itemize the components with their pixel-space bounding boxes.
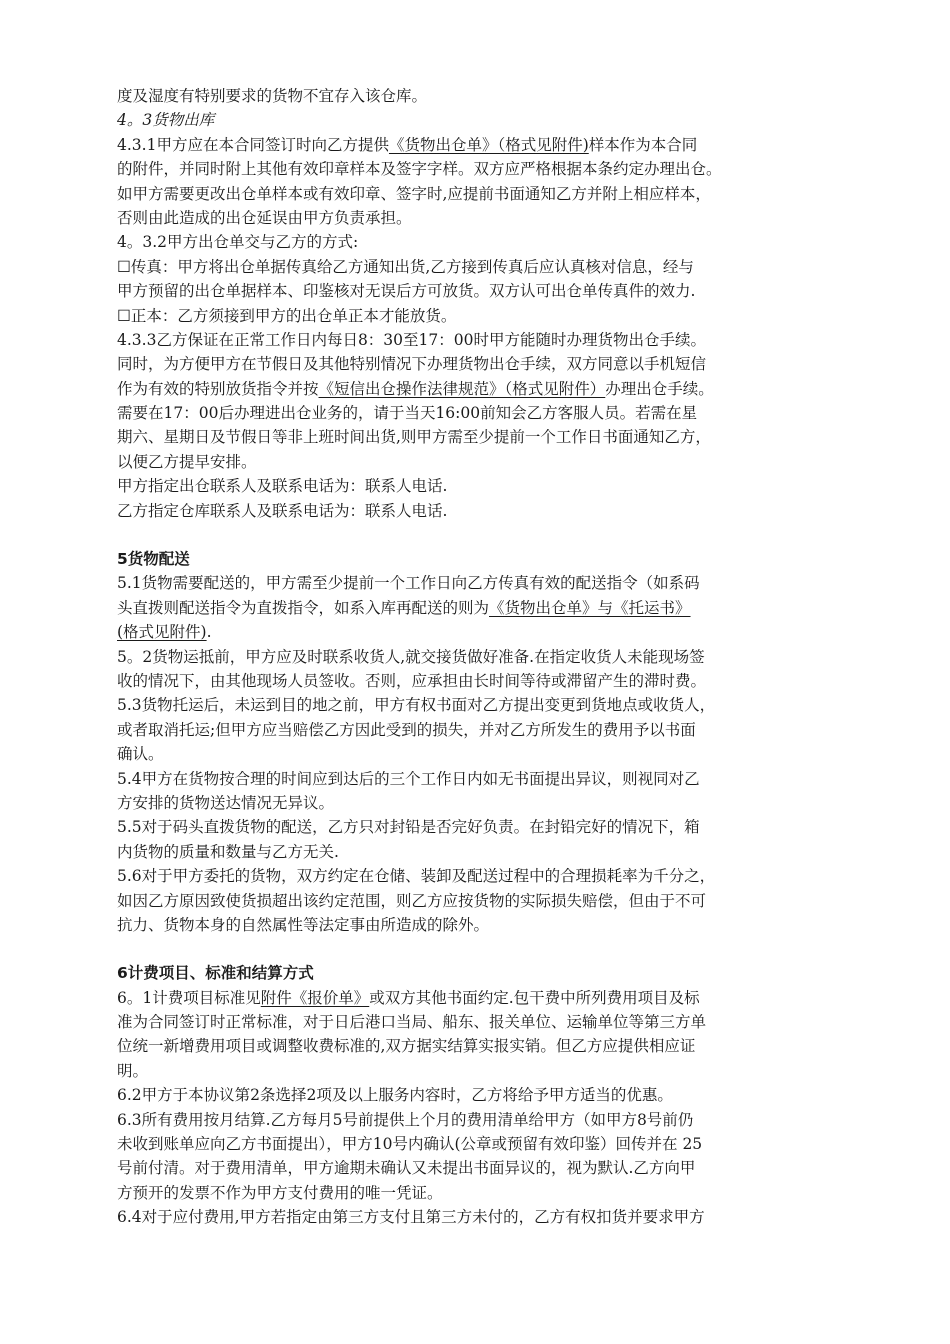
text-line: (格式见附件). xyxy=(117,623,212,642)
document-page xyxy=(117,84,853,1230)
checkbox-option-fax: ☐传真：甲方将出仓单据传真给乙方通知出货,乙方接到传真后应认真核对信息，经与 xyxy=(117,257,694,276)
text-line: 如因乙方原因致使货损超出该约定范围，则乙方应按货物的实际损失赔偿，但由于不可 xyxy=(117,891,707,910)
attachment-link-quotation: 附件《报价单》 xyxy=(260,988,370,1007)
text-line: 明。 xyxy=(117,1061,149,1080)
party-a-contact-line: 甲方指定出仓联系人及联系电话为：联系人电话. xyxy=(117,477,448,496)
text-line: 方预开的发票不作为甲方支付费用的唯一凭证。 xyxy=(117,1183,443,1202)
text-line: 号前付清。对于费用清单，甲方逾期未确认又未提出书面异议的，视为默认.乙方向甲 xyxy=(117,1159,696,1178)
text-line: 方安排的货物送达情况无异议。 xyxy=(117,793,335,812)
text-line: 期六、星期日及节假日等非上班时间出货,则甲方需至少提前一个工作日书面通知乙方， xyxy=(117,428,711,447)
text-line: 内货物的质量和数量与乙方无关. xyxy=(117,842,339,861)
text-line: 如甲方需要更改出仓单样本或有效印章、签字时,应提前书面通知乙方并附上相应样本， xyxy=(117,184,711,203)
clause-5-4: 5.4甲方在货物按合理的时间应到达后的三个工作日内如无书面提出异议，则视同对乙 xyxy=(117,769,700,788)
party-b-contact-line: 乙方指定仓库联系人及联系电话为：联系人电话. xyxy=(117,501,448,520)
text-line: 抗力、货物本身的自然属性等法定事由所造成的除外。 xyxy=(117,915,490,934)
text-line: 甲方预留的出仓单据样本、印鉴核对无误后方可放货。双方认可出仓单传真件的效力. xyxy=(117,282,696,301)
text-line: 作为有效的特别放货指令并按《短信出仓操作法律规范》（格式见附件）办理出仓手续。 xyxy=(117,379,714,398)
attachment-link-format: (格式见附件) xyxy=(117,623,207,642)
clause-5-5: 5.5对于码头直拨货物的配送，乙方只对封铅是否完好负责。在封铅完好的情况下，箱 xyxy=(117,818,700,837)
text-line: 未收到账单应向乙方书面提出），甲方10号内确认(公章或预留有效印鉴）回传并在 25 xyxy=(117,1135,703,1154)
attachment-link-outbound-order: 《货物出仓单》（格式见附件) xyxy=(388,135,589,154)
section-heading-6: 6计费项目、标准和结算方式 xyxy=(117,964,314,983)
clause-5-3: 5.3货物托运后，未运到目的地之前，甲方有权书面对乙方提出变更到货地点或收货人， xyxy=(117,696,716,715)
clause-5-1: 5.1货物需要配送的，甲方需至少提前一个工作日向乙方传真有效的配送指令（如系码 xyxy=(117,574,700,593)
attachment-link-delivery-docs: 《货物出仓单》与《托运书》 xyxy=(489,598,691,617)
text-line: 头直拨则配送指令为直拨指令，如系入库再配送的则为《货物出仓单》与《托运书》 xyxy=(117,598,691,617)
text-line: 或者取消托运;但甲方应当赔偿乙方因此受到的损失，并对乙方所发生的费用予以书面 xyxy=(117,720,696,739)
text-line: 否则由此造成的出仓延误由甲方负责承担。 xyxy=(117,208,412,227)
clause-6-2: 6.2甲方于本协议第2条选择2项及以上服务内容时，乙方将给予甲方适当的优惠。 xyxy=(117,1086,673,1105)
text-line: 的附件，并同时附上其他有效印章样本及签字字样。双方应严格根据本条约定办理出仓。 xyxy=(117,160,722,179)
text-line: 收的情况下，由其他现场人员签收。否则，应承担由长时间等待或滞留产生的滞时费。 xyxy=(117,671,707,690)
text-line: 以便乙方提早安排。 xyxy=(117,452,257,471)
clause-4-3-3: 4.3.3乙方保证在正常工作日内每日8：30至17：00时甲方能随时办理货物出仓手续。 xyxy=(117,330,706,349)
clause-6-3: 6.3所有费用按月结算.乙方每月5号前提供上个月的费用清单给甲方（如甲方8号前仍 xyxy=(117,1110,694,1129)
clause-4-3-1: 4.3.1甲方应在本合同签订时向乙方提供《货物出仓单》（格式见附件)样本作为本合同 xyxy=(117,135,698,154)
attachment-link-sms-rules: 《短信出仓操作法律规范》（格式见附件） xyxy=(318,379,606,398)
text-line: 需要在17：00后办理进出仓业务的，请于当天16:00前知会乙方客服人员。若需在星 xyxy=(117,404,698,423)
text-line: 度及湿度有特别要求的货物不宜存入该仓库。 xyxy=(117,87,428,105)
section-heading-5: 5货物配送 xyxy=(117,550,190,569)
text-line: 确认。 xyxy=(117,745,164,764)
clause-5-6: 5.6对于甲方委托的货物，双方约定在仓储、装卸及配送过程中的合理损耗率为千分之， xyxy=(117,867,716,886)
clause-5-2: 5。2货物运抵前，甲方应及时联系收货人,就交接货做好准备.在指定收货人未能现场签 xyxy=(117,647,705,666)
clause-4-3-2: 4。3.2甲方出仓单交与乙方的方式: xyxy=(117,233,359,252)
clause-6-4: 6.4对于应付费用,甲方若指定由第三方支付且第三方未付的，乙方有权扣货并要求甲方 xyxy=(117,1208,705,1227)
text-line: 准为合同签订时正常标准，对于日后港口当局、船东、报关单位、运输单位等第三方单 xyxy=(117,1013,707,1032)
checkbox-option-original: ☐正本：乙方须接到甲方的出仓单正本才能放货。 xyxy=(117,306,457,325)
clause-6-1: 6。1计费项目标准见附件《报价单》或双方其他书面约定.包干费中所列费用项目及标 xyxy=(117,988,700,1007)
text-line: 同时，为方便甲方在节假日及其他特别情况下办理货物出仓手续，双方同意以手机短信 xyxy=(117,355,707,374)
text-line: 位统一新增费用项目或调整收费标准的,双方据实结算实报实销。但乙方应提供相应证 xyxy=(117,1037,696,1056)
subsection-heading-4-3: 4。3货物出库 xyxy=(117,111,215,130)
